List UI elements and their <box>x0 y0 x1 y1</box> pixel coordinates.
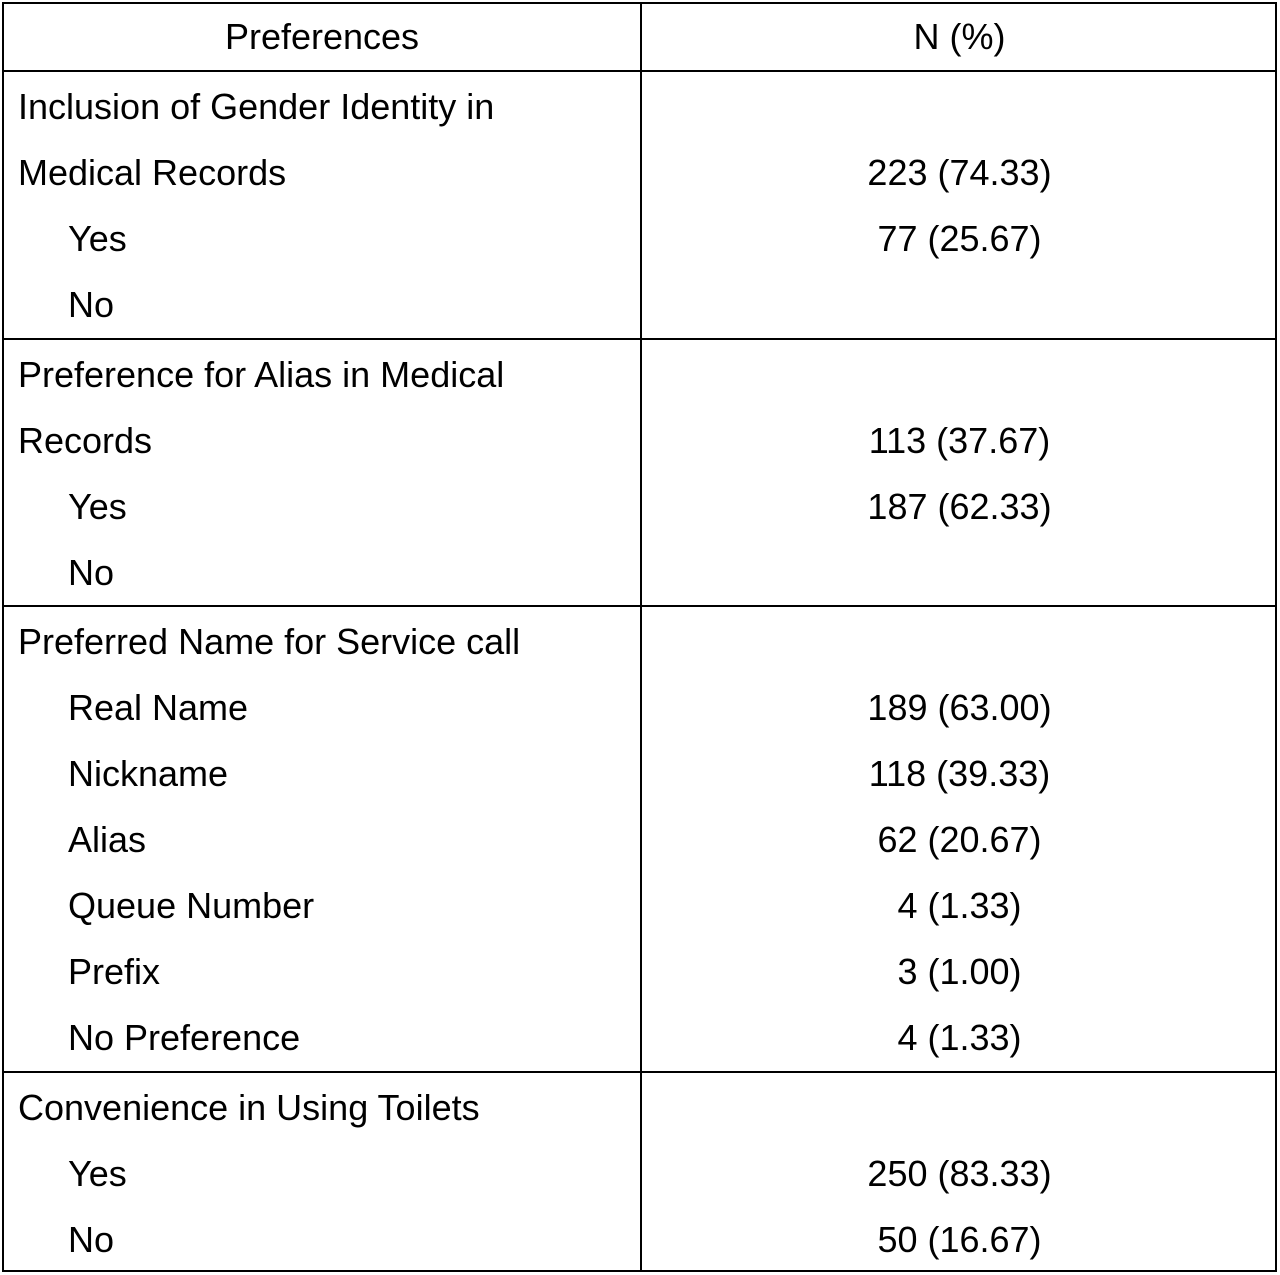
row-value: 223 (74.33) <box>867 152 1052 193</box>
row-label: Prefix <box>68 951 161 992</box>
row-label: Nickname <box>68 753 229 794</box>
group-title-line: Preference for Alias in Medical <box>18 354 505 395</box>
row-label: Yes <box>68 1153 127 1194</box>
row-value: 113 (37.67) <box>868 420 1051 461</box>
row-value: 250 (83.33) <box>867 1153 1052 1194</box>
group-title-line: Records <box>18 420 153 461</box>
group-alias-preference <box>4 340 1275 607</box>
row-value: 187 (62.33) <box>867 486 1052 527</box>
table-header-row <box>4 4 1275 72</box>
row-value: 4 (1.33) <box>897 1017 1022 1058</box>
group-title-line: Inclusion of Gender Identity in <box>18 86 495 127</box>
group-preferred-name <box>4 607 1275 1073</box>
row-value: 189 (63.00) <box>867 687 1052 728</box>
group-gender-identity <box>4 72 1275 340</box>
row-label: Yes <box>68 486 127 527</box>
row-value: 118 (39.33) <box>868 753 1051 794</box>
row-label: Real Name <box>68 687 249 728</box>
group-title-line: Medical Records <box>18 152 287 193</box>
header-n-percent: N (%) <box>913 16 1006 57</box>
preferences-table <box>2 2 1277 1272</box>
group-title-line: Convenience in Using Toilets <box>18 1087 480 1128</box>
header-preferences: Preferences <box>224 16 420 57</box>
group-title-line: Preferred Name for Service call <box>18 621 521 662</box>
row-label: No <box>68 284 115 325</box>
row-label: Queue Number <box>68 885 315 926</box>
row-label: Yes <box>68 218 127 259</box>
row-label: No Preference <box>68 1017 301 1058</box>
row-value: 3 (1.00) <box>897 951 1022 992</box>
row-value: 62 (20.67) <box>877 819 1042 860</box>
group-toilet-convenience <box>4 1073 1275 1270</box>
row-label: No <box>68 552 115 593</box>
row-value: 50 (16.67) <box>877 1219 1042 1260</box>
row-label: Alias <box>68 819 147 860</box>
row-label: No <box>68 1219 115 1260</box>
row-value: 4 (1.33) <box>897 885 1022 926</box>
row-value: 77 (25.67) <box>877 218 1042 259</box>
